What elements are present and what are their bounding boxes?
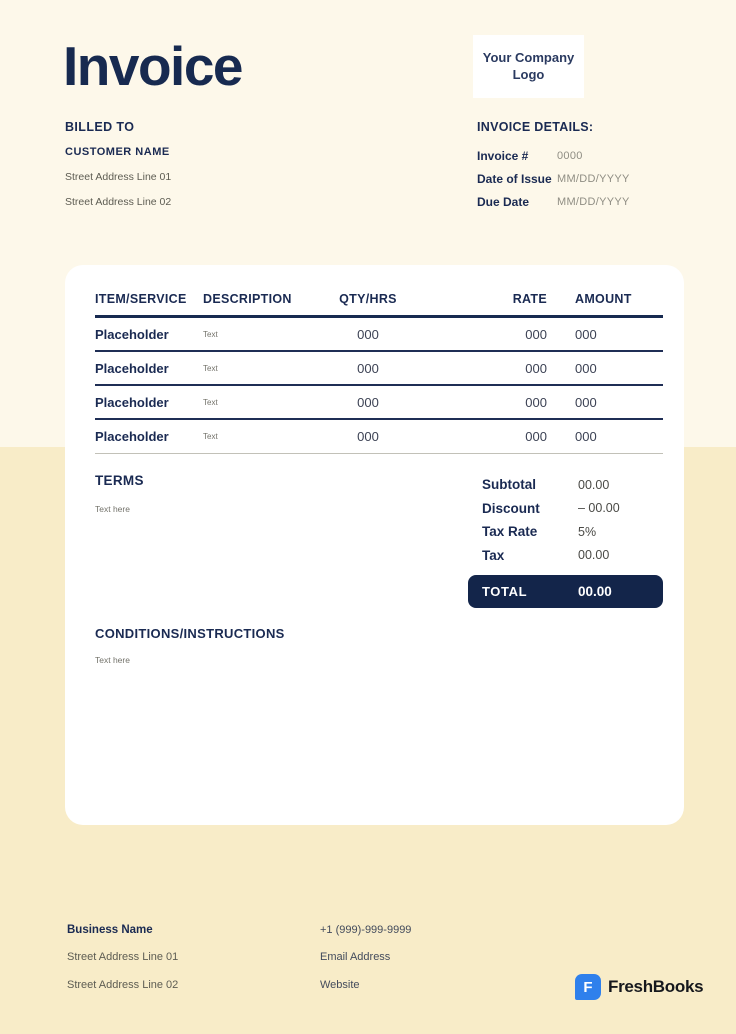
qty-cell: 000 bbox=[357, 326, 379, 342]
total-bar bbox=[468, 575, 663, 608]
logo-text-line2: Logo bbox=[512, 66, 545, 82]
table-header-row bbox=[95, 292, 663, 318]
subtotal-value: 00.00 bbox=[578, 477, 610, 492]
discount-value: – 00.00 bbox=[578, 501, 620, 516]
item-cell: Placeholder bbox=[95, 360, 169, 376]
invoice-number-label: Invoice # bbox=[477, 148, 529, 163]
description-cell: Text bbox=[203, 432, 218, 441]
billed-to-heading: BILLED TO bbox=[65, 120, 135, 134]
totals-section bbox=[95, 473, 663, 608]
due-date-value: MM/DD/YYYY bbox=[557, 195, 630, 208]
amount-cell: 000 bbox=[575, 360, 597, 376]
table-row bbox=[95, 318, 663, 352]
footer-business-name: Business Name bbox=[67, 924, 153, 936]
tax-value: 00.00 bbox=[578, 548, 610, 563]
amount-cell: 000 bbox=[575, 394, 597, 410]
table-row bbox=[95, 352, 663, 386]
discount-label: Discount bbox=[482, 500, 540, 516]
freshbooks-wordmark: FreshBooks bbox=[608, 977, 704, 996]
rate-cell: 000 bbox=[525, 326, 547, 342]
description-cell: Text bbox=[203, 329, 218, 339]
footer-website: Website bbox=[320, 979, 360, 991]
conditions-heading: CONDITIONS/INSTRUCTIONS bbox=[95, 626, 285, 641]
item-cell: Placeholder bbox=[95, 429, 169, 444]
date-of-issue-label: Date of Issue bbox=[477, 171, 552, 186]
tax-rate-value: 5% bbox=[578, 524, 597, 539]
rate-cell: 000 bbox=[525, 360, 547, 376]
date-of-issue-value: MM/DD/YYYY bbox=[557, 172, 630, 185]
date-of-issue-row bbox=[477, 167, 630, 190]
tax-rate-row bbox=[468, 520, 663, 544]
due-date-row bbox=[477, 190, 630, 213]
due-date-label: Due Date bbox=[477, 194, 530, 209]
customer-name: CUSTOMER NAME bbox=[65, 146, 170, 158]
subtotal-row bbox=[468, 473, 663, 497]
header-description: DESCRIPTION bbox=[203, 292, 292, 306]
terms-block bbox=[95, 473, 144, 608]
description-cell: Text bbox=[203, 363, 218, 373]
customer-address-line1: Street Address Line 01 bbox=[65, 171, 172, 183]
footer-address-line1: Street Address Line 01 bbox=[67, 951, 179, 963]
subtotal-label: Subtotal bbox=[482, 477, 536, 493]
invoice-card bbox=[65, 265, 684, 825]
rate-cell: 000 bbox=[525, 429, 547, 444]
invoice-details-section bbox=[477, 120, 630, 213]
header-item-service: ITEM/SERVICE bbox=[95, 292, 187, 306]
logo-text-line1: Your Company bbox=[482, 49, 575, 65]
terms-heading: TERMS bbox=[95, 473, 144, 488]
customer-address-line2: Street Address Line 02 bbox=[65, 196, 172, 208]
amount-cell: 000 bbox=[575, 429, 597, 444]
footer-email: Email Address bbox=[320, 951, 391, 963]
item-cell: Placeholder bbox=[95, 394, 169, 410]
item-cell: Placeholder bbox=[95, 326, 169, 342]
tax-row bbox=[468, 544, 663, 568]
freshbooks-brand bbox=[575, 974, 703, 1000]
tax-rate-label: Tax Rate bbox=[482, 524, 538, 540]
terms-body: Text here bbox=[95, 504, 130, 514]
conditions-section bbox=[95, 626, 663, 665]
qty-cell: 000 bbox=[357, 429, 379, 444]
tax-label: Tax bbox=[482, 547, 505, 563]
invoice-number-row bbox=[477, 144, 630, 167]
rate-cell: 000 bbox=[525, 394, 547, 410]
line-items-table bbox=[95, 292, 663, 454]
conditions-body: Text here bbox=[95, 655, 130, 665]
summary-block bbox=[468, 473, 663, 608]
total-label: TOTAL bbox=[482, 584, 528, 599]
header-qty-hrs: QTY/HRS bbox=[339, 292, 397, 306]
header-amount: AMOUNT bbox=[575, 292, 632, 306]
description-cell: Text bbox=[203, 397, 218, 407]
amount-cell: 000 bbox=[575, 326, 597, 342]
qty-cell: 000 bbox=[357, 360, 379, 376]
table-row bbox=[95, 420, 663, 454]
freshbooks-logo-icon bbox=[575, 974, 601, 1000]
billed-to-section bbox=[65, 120, 171, 221]
total-value: 00.00 bbox=[578, 584, 612, 599]
footer-phone: +1 (999)-999-9999 bbox=[320, 924, 412, 936]
qty-cell: 000 bbox=[357, 394, 379, 410]
footer-address-line2: Street Address Line 02 bbox=[67, 979, 179, 991]
discount-row bbox=[468, 497, 663, 521]
invoice-number-value: 0000 bbox=[557, 149, 583, 162]
company-logo-placeholder bbox=[473, 35, 584, 98]
freshbooks-icon-letter: F bbox=[583, 978, 593, 996]
invoice-details-heading: INVOICE DETAILS: bbox=[477, 120, 594, 134]
header-rate: RATE bbox=[512, 292, 547, 306]
page-title: Invoice bbox=[63, 35, 243, 97]
table-row bbox=[95, 386, 663, 420]
